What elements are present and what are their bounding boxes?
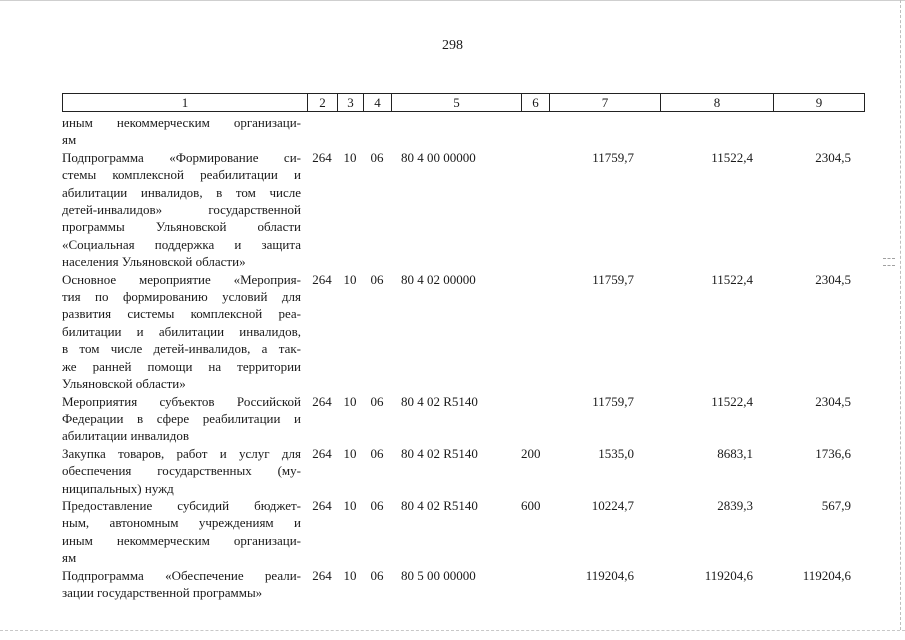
row-name-line: ям <box>62 550 77 566</box>
header-col-2: 2 <box>308 94 338 111</box>
expense-type <box>521 149 549 271</box>
value-year-2: 11522,4 <box>711 393 753 409</box>
value-year-2: 119204,6 <box>704 567 753 583</box>
row-name-line: программы Ульяновской области <box>62 219 301 235</box>
row-name-line: развития системы комплексной реа- <box>62 306 301 322</box>
subsection-code: 06 <box>370 497 384 513</box>
expense-type <box>521 271 549 393</box>
table-row <box>62 445 863 497</box>
row-name-line: абилитации инвалидов <box>62 428 189 444</box>
page-frame-right <box>900 0 901 630</box>
row-name <box>62 393 307 445</box>
value-year-1: 11759,7 <box>592 393 634 409</box>
row-name-line: в том числе детей-инвалидов, а так- <box>62 341 301 357</box>
section-code: 10 <box>343 149 357 165</box>
gr-code: 264 <box>312 393 332 409</box>
row-name-line: Ульяновской области» <box>62 376 186 392</box>
section-code: 10 <box>343 445 357 461</box>
value-year-3: 1736,6 <box>815 445 851 461</box>
table-body <box>62 114 863 601</box>
row-name <box>62 445 307 497</box>
margin-mark <box>883 258 895 259</box>
subsection-code: 06 <box>370 445 384 461</box>
header-col-8: 8 <box>661 94 774 111</box>
header-col-7: 7 <box>550 94 661 111</box>
row-name-line: зации государственной программы» <box>62 584 263 600</box>
row-name-line: иным некоммерческим организаци- <box>62 532 301 548</box>
expense-type: 200 <box>521 445 541 461</box>
row-name-line: Мероприятия субъектов Российской <box>62 393 301 409</box>
gr-code: 264 <box>312 497 332 513</box>
target-article <box>391 114 521 149</box>
value-year-2: 11522,4 <box>711 149 753 165</box>
value-year-3: 119204,6 <box>802 567 851 583</box>
row-name-line: стемы комплексной реабилитации и <box>62 167 301 183</box>
row-name-line: обеспечения государственных (му- <box>62 463 301 479</box>
row-name <box>62 149 307 271</box>
page-number: 298 <box>442 38 463 53</box>
row-name-line: населения Ульяновской области» <box>62 254 246 270</box>
row-name-line: Предоставление субсидий бюджет- <box>62 497 301 513</box>
target-article: 80 4 02 00000 <box>401 271 476 287</box>
table-row <box>62 567 863 602</box>
section-code: 10 <box>343 393 357 409</box>
section-code: 10 <box>343 497 357 513</box>
expense-type <box>521 567 549 602</box>
value-year-1: 11759,7 <box>592 271 634 287</box>
table-row <box>62 114 863 149</box>
expense-type <box>521 393 549 445</box>
subsection-code <box>363 114 391 149</box>
value-year-1: 10224,7 <box>591 497 634 513</box>
page-frame-bottom <box>0 630 905 631</box>
row-name-line: абилитации инвалидов, в том числе <box>62 184 301 200</box>
margin-mark <box>883 265 895 266</box>
value-year-2: 8683,1 <box>717 445 753 461</box>
row-name-line: «Социальная поддержка и защита <box>62 236 301 252</box>
value-year-2: 2839,3 <box>717 497 753 513</box>
table-header-row <box>62 93 865 112</box>
target-article: 80 5 00 00000 <box>401 567 476 583</box>
value-year-1: 1535,0 <box>598 445 634 461</box>
value-year-3 <box>773 114 863 149</box>
row-name-line: тия по формированию условий для <box>62 289 301 305</box>
row-name <box>62 567 307 602</box>
header-col-6: 6 <box>522 94 550 111</box>
section-code: 10 <box>343 567 357 583</box>
table-row <box>62 393 863 445</box>
gr-code: 264 <box>312 445 332 461</box>
target-article: 80 4 02 R5140 <box>401 393 478 409</box>
gr-code: 264 <box>312 567 332 583</box>
row-name-line: ным, автономным учреждениям и <box>62 515 301 531</box>
header-col-1: 1 <box>63 94 308 111</box>
header-col-9: 9 <box>815 95 823 110</box>
row-name-line: Закупка товаров, работ и услуг для <box>62 445 301 461</box>
row-name-line: же ранней помощи на территории <box>62 358 301 374</box>
gr-code <box>307 114 337 149</box>
expense-type: 600 <box>521 497 541 513</box>
section-code: 10 <box>343 271 357 287</box>
value-year-1: 119204,6 <box>585 567 634 583</box>
subsection-code: 06 <box>370 271 384 287</box>
row-name-line: детей-инвалидов» государственной <box>62 202 301 218</box>
gr-code: 264 <box>312 149 332 165</box>
page-frame-top <box>0 0 905 1</box>
target-article: 80 4 02 R5140 <box>401 445 478 461</box>
table-row <box>62 271 863 393</box>
row-name-line: Основное мероприятие «Мероприя- <box>62 271 301 287</box>
subsection-code: 06 <box>370 393 384 409</box>
row-name <box>62 271 307 393</box>
row-name-line: Федерации в сфере реабилитации и <box>62 410 301 426</box>
row-name-line: Подпрограмма «Обеспечение реали- <box>62 567 301 583</box>
value-year-2: 11522,4 <box>711 271 753 287</box>
value-year-3: 567,9 <box>821 497 851 513</box>
row-name <box>62 497 307 567</box>
header-col-4: 4 <box>364 94 392 111</box>
section-code <box>337 114 363 149</box>
target-article: 80 4 00 00000 <box>401 149 476 165</box>
value-year-3: 2304,5 <box>815 149 851 165</box>
target-article: 80 4 02 R5140 <box>401 497 478 513</box>
expense-type <box>521 114 549 149</box>
header-col-5: 5 <box>392 94 522 111</box>
row-name <box>62 114 307 149</box>
subsection-code: 06 <box>370 149 384 165</box>
value-year-3: 2304,5 <box>815 393 851 409</box>
row-name-line: ям <box>62 132 77 148</box>
value-year-3: 2304,5 <box>815 271 851 287</box>
row-name-line: билитации и абилитации инвалидов, <box>62 323 301 339</box>
row-name-line: Подпрограмма «Формирование си- <box>62 149 301 165</box>
gr-code: 264 <box>312 271 332 287</box>
table-row <box>62 149 863 271</box>
value-year-1: 11759,7 <box>592 149 634 165</box>
value-year-2 <box>660 114 773 149</box>
row-name-line: иным некоммерческим организаци- <box>62 115 301 130</box>
header-col-3: 3 <box>338 94 364 111</box>
value-year-1 <box>549 114 660 149</box>
row-name-line: ниципальных) нужд <box>62 480 174 496</box>
subsection-code: 06 <box>370 567 384 583</box>
table-row <box>62 497 863 567</box>
